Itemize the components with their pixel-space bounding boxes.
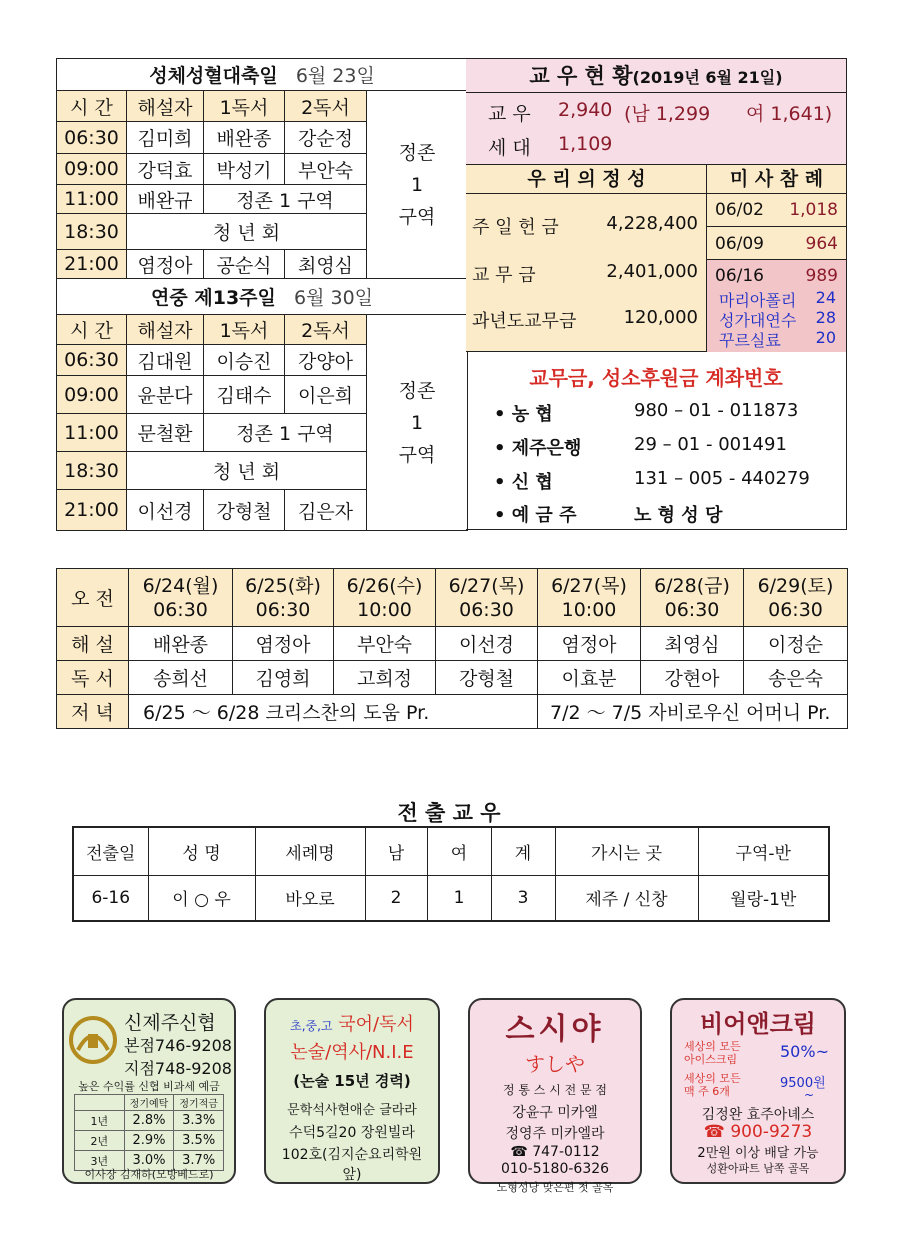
header-reading2: 2독서	[285, 91, 367, 122]
ad-academy: 초,중,고 국어/독서 논술/역사/N.I.E (논술 15년 경력) 문학석사현애순 글라라 수덕5길20 장원빌라 102호(김지순요리학원 앞)	[264, 998, 440, 1184]
table-row: 21:00 이선경 강형철 김은자	[57, 490, 468, 531]
table-row: 저 녁 6/25 ～ 6/28 크리스찬의 도움 Pr. 7/2 ～ 7/5 자비로우신 어머니 Pr.	[57, 695, 848, 729]
parish-status-title: 교 우 현 황(2019년 6월 21일)	[466, 59, 846, 93]
offering-box: 우 리 의 정 성 주 일 헌 금 4,228,400 교 무 금 2,401,000 과년도교무금 120,000	[466, 165, 707, 352]
header-time: 시 간	[57, 91, 127, 122]
header-reading1: 1독서	[204, 91, 285, 122]
moved-out-title: 전 출 교 우	[397, 801, 501, 825]
table-row: 해 설 배완종 염정아 부안숙 이선경 염정아 최영심 이정순	[57, 627, 848, 661]
table-row: 21:00 염정아 공순식 최영심	[57, 250, 468, 279]
table-row: 11:00 문철환 정존 1 구역	[57, 414, 468, 452]
header-commentator: 해설자	[127, 91, 204, 122]
table-row: 09:00 윤분다 김태수 이은희	[57, 376, 468, 414]
accounts-box: 교무금, 성소후원금 계좌번호 • 농 협 980 – 01 - 011873 • 제주은행 29 – 01 - 001491 • 신 협 131 – 005 - 440279 • 예 금 주 노 형 성 당	[494, 366, 810, 526]
week2-title: 연중 제13주일 6월 30일	[57, 279, 468, 315]
ad-beer-cream: 비어앤크림 세상의 모든 아이스크림 50%~ 세상의 모든 맥 주 6개 9500원 ~ 김정완 효주아녜스 ☎ 900-9273 2만원 이상 배달 가능 성환아파트 남쪽 골목	[670, 998, 846, 1184]
ad-sushi: 스시야 すしや 정 통 스 시 전 문 점 강윤구 미카엘 정영주 미카엘라 ☎ 747-0112 010-5180-6326 노형성당 맞은편 첫 골목	[468, 998, 642, 1184]
table-row: 06:30 김대원 이승진 강양아	[57, 345, 468, 376]
week1-title: 성체성혈대축일 6월 23일	[57, 59, 468, 91]
table-row: 6-16 이 ○ 우 바오로 2 1 3 제주 / 신창 월랑-1반	[73, 875, 829, 921]
parish-panel	[466, 58, 847, 530]
ad-shinhyup: 신제주신협 본점746-9208 지점748-9208 높은 수익률 신협 비과세 예금 정기예탁 정기적금 1년 2.8% 3.3% 2년 2.9% 3.5% 3년 3.0% 3.7% 이사장 김재하(모방베드로)	[62, 998, 236, 1184]
table-row: 09:00 강덕효 박성기 부안숙	[57, 154, 468, 185]
table-row: 06:30 김미희 배완종 강순정	[57, 122, 468, 154]
table-row: 18:30 청 년 회	[57, 214, 468, 250]
table-row: 18:30 청 년 회	[57, 452, 468, 490]
week2-duty: 정존 1 구역	[367, 315, 468, 531]
sunday-schedule: 성체성혈대축일 6월 23일 시 간 해설자 1독서 2독서 정존 1 구역 06:30 김미희 배완종 강순정 09:00 강덕효 박성기 부안숙 11:00 배완규 정존 1 구역 18:30 청 년 회 21:00 염정아 공순식 최영심 연중 제13주일 6월 30일 시 간 해설자 1독서 2독서 정존 1 구역 06:30 김대원 이승진 강양아 09:00 윤분다 김태수 이은희 11:00 문철환 정존 1 구역 18:30 청 년 회 21:00 이선경 강형철 김은자	[56, 58, 467, 530]
table-row: 독 서 송희선 김영희 고희정 강형철 이효분 강현아 송은숙	[57, 661, 848, 695]
moved-out-table: 전출일 성 명 세례명 남 여 계 가시는 곳 구역-반 6-16 이 ○ 우 바오로 2 1 3 제주 / 신창 월랑-1반	[72, 826, 828, 922]
table-row: 11:00 배완규 정존 1 구역	[57, 185, 468, 214]
attendance-box: 미 사 참 례 06/02 1,018 06/09 964 06/16 989 마리아폴리 24 성가대연수 28 꾸르실료 20	[707, 165, 846, 352]
parish-status-body: 교 우 2,940 (남 1,299 여 1,641) 세 대 1,109	[466, 93, 846, 165]
week1-duty: 정존 1 구역	[367, 91, 468, 279]
weekday-schedule: 오 전 6/24(월) 06:30 6/25(화) 06:30 6/26(수) 10:00 6/27(목) 06:30 6/27(목) 10:00 6/28(금) 06:30 6/29(토) 06:30 해 설 배완종 염정아 부안숙 이선경 염정아 최영심 이정순 독 서 송희선 김영희 고희정 강형철 이효분 강현아 송은숙 저 녁 6/25 ～ 6/28 크리스찬의 도움 Pr. 7/2 ～ 7/5 자비로우신 어머니 Pr.	[56, 568, 847, 729]
shinhyup-logo-icon	[68, 1016, 118, 1064]
